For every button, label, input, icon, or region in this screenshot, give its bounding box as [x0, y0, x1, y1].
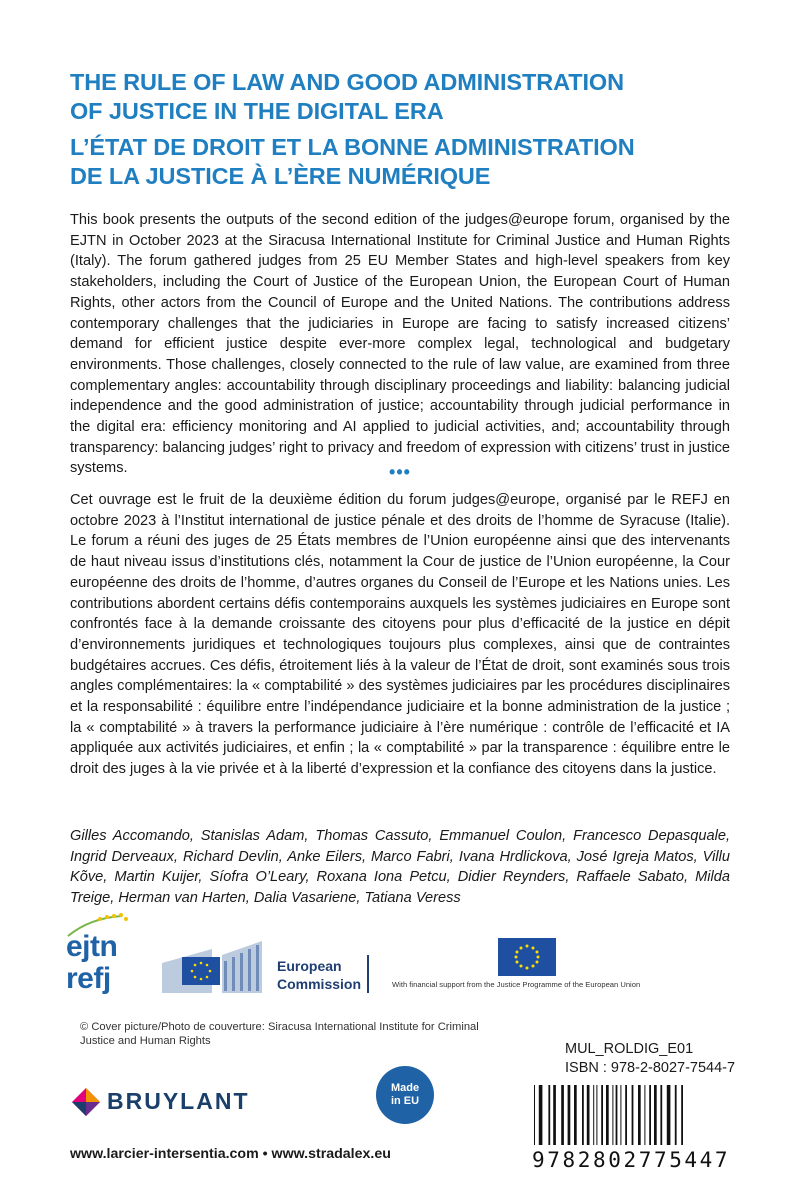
french-title-line-2: DE LA JUSTICE À L’ÈRE NUMÉRIQUE [70, 163, 491, 189]
french-title [70, 133, 750, 191]
ec-divider [367, 955, 369, 993]
barcode-digits: 9782802775447 [532, 1148, 731, 1172]
isbn: ISBN : 978-2-8027-7544-7 [565, 1060, 736, 1076]
english-title-line-2: OF JUSTICE IN THE DIGITAL ERA [70, 98, 444, 124]
refj-wordmark: refj [66, 962, 111, 995]
bruylant-logo [70, 1086, 290, 1120]
made-in-eu-line-1: Made [390, 1082, 420, 1094]
made-in-eu-line-2: in EU [390, 1095, 420, 1107]
english-title-line-1: THE RULE OF LAW AND GOOD ADMINISTRATION [70, 69, 624, 95]
eu-flag-icon [498, 938, 556, 976]
french-title-line-1: L’ÉTAT DE DROIT ET LA BONNE ADMINISTRATION [70, 134, 635, 160]
english-description: This book presents the outputs of the second edition of the judges@europe forum, organised by the EJTN in October 2023 at the Siracusa International Institute for Criminal Justice and Human Rights (Italy). The forum gathered judges from 25 EU Member States and high-level speakers from key stakeholders, including the Court of Justice of the European Union, the European Court of Human Rights, other actors from the Council of Europe and the United Nations. The contributions address contemporary challenges that the judiciaries in Europe are facing to satisfy increased citizens’ demand for efficient justice despite ever-more complex legal, technological and budgetary environments. Those challenges, closely connected to the rule of law value, are examined from three complementary angles: accountability through disciplinary proceedings and liability: balancing judicial independence and the good administration of justice; accountability through judicial performance in the digital era: efficiency monitoring and AI applied to judicial activities, and; accountability through transparency: balancing judges’ right to privacy and freedom of expression with citizens’ trust in justice systems. [70, 212, 730, 477]
ejtn-logo [60, 910, 150, 1000]
titles-block [70, 68, 750, 191]
section-separator: ••• [389, 462, 411, 482]
european-commission-label [277, 957, 361, 993]
ejtn-wordmark: ejtn [66, 930, 118, 963]
cover-credit: © Cover picture/Photo de couverture: Siracusa International Institute for Criminal Justice and Human Rights [80, 1021, 479, 1047]
funding-note: With financial support from the Justice Programme of the European Union [392, 980, 641, 989]
french-description: Cet ouvrage est le fruit de la deuxième édition du forum judges@europe, organisé par le REFJ en octobre 2023 à l’Institut international de justice pénale et des droits de l’homme de Syracuse (Italie). Le forum a réuni des juges de 25 États membres de l’Union européenne ainsi que des intervenants de haut niveau issus d’institutions clés, notamment la Cour de justice de l’Union européenne, la Cour européenne des droits de l’homme, d’autres organes du Conseil de l’Europe et les Nations unies. Les contributions abordent certains défis contemporains auxquels les systèmes judiciaires en Europe sont confrontés face à la demande croissante des citoyens pour plus d’efficacité de la justice en dépit d’environnements juridiques et technologiques toujours plus complexes, ainsi que de contraintes budgétaires accrues. Ces défis, étroitement liés à la valeur de l’État de droit, sont examinés sous trois angles complémentaires: la « comptabilité » des systèmes judiciaires par les procédures disciplinaires et la responsabilité : équilibre entre l’indépendance judiciaire et la bonne administration de la justice ; la « comptabilité » à travers la performance judiciaire à l’ère numérique : contrôle de l’efficacité et IA appliquée aux activités judiciaires, et enfin ; la « comptabilité » par la transparence : équilibre entre le droit des juges à la vie privée et à la liberté d’expression et la confiance des citoyens dans la justice. [70, 492, 730, 778]
author-list: Gilles Accomando, Stanislas Adam, Thomas Cassuto, Emmanuel Coulon, Francesco Depasquale, Ingrid Derveaux, Richard Devlin, Anke Eilers, Marco Fabri, Ivana Hrdlickova, José Igreja Matos, Villu Kõve, Martin Kuijer, Síofra O’Leary, Roxana Iona Petcu, Didier Reynders, Raffaele Sabato, Milda Treige, Herman van Harten, Dalia Vasariene, Tatiana Veress [70, 828, 730, 907]
product-code: MUL_ROLDIG_E01 [565, 1041, 694, 1057]
bruylant-wordmark: BRUYLANT [107, 1088, 250, 1114]
publisher-websites: www.larcier-intersentia.com • www.stradalex.eu [70, 1146, 391, 1162]
ec-line-2: Commission [277, 976, 362, 992]
reference-block [565, 1040, 735, 1078]
english-title [70, 68, 750, 126]
ec-line-1: European [277, 958, 342, 974]
bruylant-mark-icon [70, 1086, 102, 1118]
made-in-eu-badge [376, 1066, 434, 1124]
